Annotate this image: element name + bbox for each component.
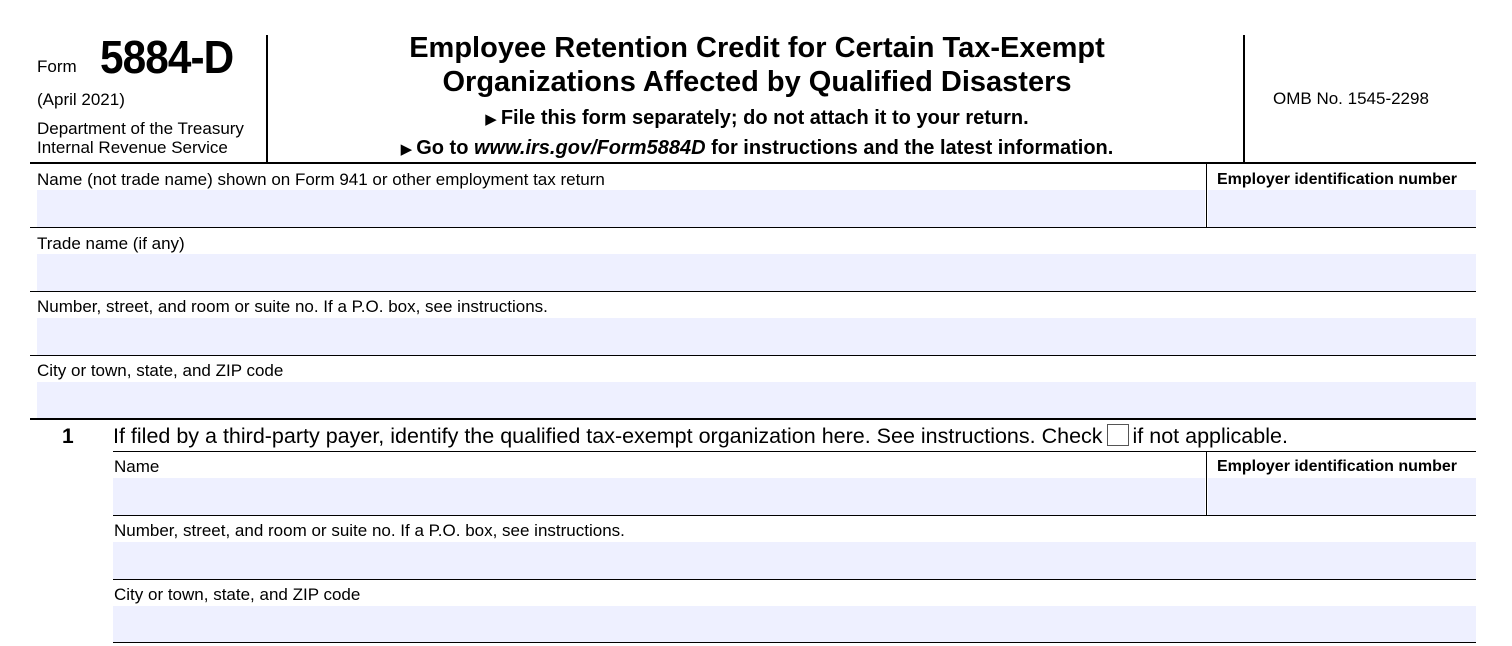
org-street-input[interactable] (113, 542, 1476, 579)
filer-name-input[interactable] (37, 190, 1205, 227)
filer-street-label: Number, street, and room or suite no. If a P.O. box, see instructions. (37, 297, 548, 316)
omb-number: OMB No. 1545-2298 (1273, 89, 1429, 108)
filer-city-input[interactable] (37, 382, 1476, 419)
org-ein-input[interactable] (1208, 478, 1476, 515)
irs-link[interactable]: www.irs.gov/Form5884D (473, 137, 706, 159)
instruction-go-to (270, 137, 1244, 160)
rule (30, 227, 1476, 228)
line1-number: 1 (62, 425, 74, 448)
instruction2-post: for instructions and the latest information. (705, 137, 1114, 159)
org-city-input[interactable] (113, 606, 1476, 642)
org-street-label: Number, street, and room or suite no. If a P.O. box, see instructions. (114, 521, 625, 540)
form-title-line1: Employee Retention Credit for Certain Tax-Exempt (409, 32, 1105, 64)
rule (30, 418, 1476, 420)
department-line1: Department of the Treasury (37, 119, 244, 138)
instruction-file-separately (270, 107, 1244, 130)
filer-name-label: Name (not trade name) shown on Form 941 or other employment tax return (37, 170, 605, 189)
filer-ein-input[interactable] (1208, 190, 1476, 227)
department-line2: Internal Revenue Service (37, 138, 228, 157)
org-name-label: Name (114, 457, 160, 476)
line1-text-pre: If filed by a third-party payer, identify the qualified tax-exempt organization here. See instructions. Check (113, 424, 1103, 448)
form-title-line2: Organizations Affected by Qualified Disasters (442, 66, 1072, 98)
filer-city-label: City or town, state, and ZIP code (37, 361, 284, 380)
org-name-input[interactable] (113, 478, 1205, 515)
form-revision: (April 2021) (37, 90, 125, 109)
rule (30, 355, 1476, 356)
triangle-right-icon: ▶ (400, 141, 413, 158)
line1-text-post: if not applicable. (1132, 424, 1288, 448)
form-number: 5884-D (100, 31, 234, 83)
rule (113, 515, 1476, 516)
org-city-label: City or town, state, and ZIP code (114, 585, 361, 604)
rule (113, 451, 1476, 452)
instruction1-text: File this form separately; do not attach it to your return. (500, 107, 1029, 129)
trade-name-label: Trade name (if any) (37, 234, 185, 253)
header-divider-left (266, 35, 268, 162)
rule (30, 291, 1476, 292)
org-ein-label: Employer identification number (1217, 458, 1458, 475)
filer-ein-label: Employer identification number (1217, 171, 1458, 188)
filer-street-input[interactable] (37, 318, 1476, 355)
rule (113, 642, 1476, 643)
not-applicable-checkbox[interactable] (1107, 424, 1129, 446)
triangle-right-icon: ▶ (485, 111, 497, 128)
header-bottom-rule (30, 162, 1476, 164)
rule (113, 579, 1476, 580)
line1-instruction (113, 424, 1288, 449)
instruction2-pre: Go to (416, 137, 474, 159)
form-label: Form (37, 57, 77, 76)
org-ein-divider (1206, 451, 1207, 515)
filer-ein-divider (1206, 162, 1207, 228)
trade-name-input[interactable] (37, 254, 1476, 291)
